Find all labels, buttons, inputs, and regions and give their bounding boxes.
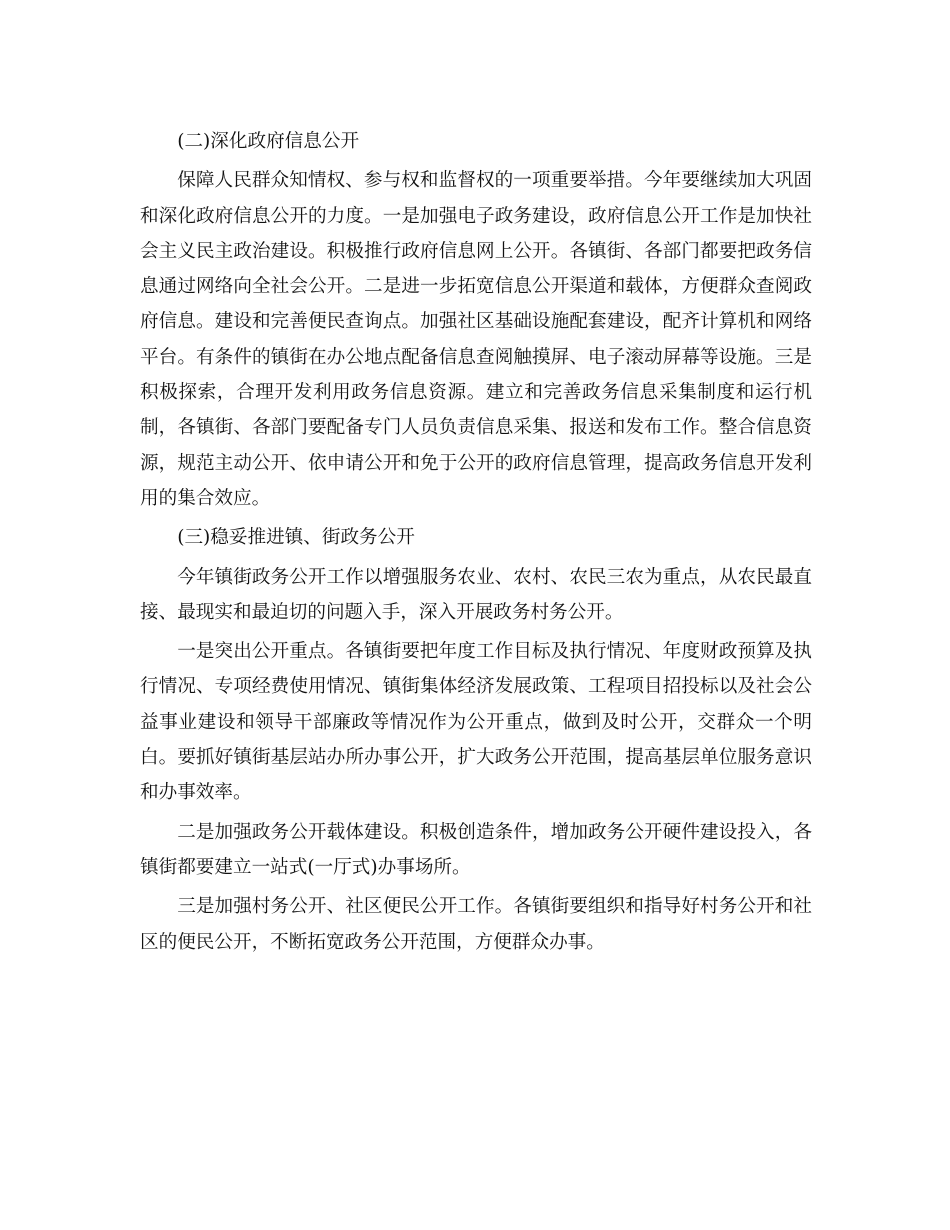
document-page	[140, 124, 812, 964]
paragraph-point-one: 一是突出公开重点。各镇街要把年度工作目标及执行情况、年度财政预算及执行情况、专项经费使用情况、镇街集体经济发展政策、工程项目招投标以及社会公益事业建设和领导干部廉政等情况作为公开重点，做到及时公开，交群众一个明白。要抓好镇街基层站办所办事公开，扩大政务公开范围，提高基层单位服务意识和办事效率。	[140, 641, 812, 804]
paragraph-info-disclosure: 保障人民群众知情权、参与权和监督权的一项重要举措。今年要继续加大巩固和深化政府信息公开的力度。一是加强电子政务建设，政府信息公开工作是加快社会主义民主政治建设。积极推行政府信息网上公开。各镇街、各部门都要把政务信息通过网络向全社会公开。二是进一步拓宽信息公开渠道和载体，方便群众查阅政府信息。建设和完善便民查询点。加强社区基础设施配套建设，配齐计算机和网络平台。有条件的镇街在办公地点配备信息查阅触摸屏、电子滚动屏幕等设施。三是积极探索，合理开发利用政务信息资源。建立和完善政务信息采集制度和运行机制，各镇街、各部门要配备专门人员负责信息采集、报送和发布工作。整合信息资源，规范主动公开、依申请公开和免于公开的政府信息管理，提高政务信息开发利用的集合效应。	[140, 170, 812, 509]
section-heading-3: (三)稳妥推进镇、街政务公开	[177, 527, 415, 549]
section-heading-2: (二)深化政府信息公开	[177, 131, 360, 152]
paragraph-point-two: 二是加强政务公开载体建设。积极创造条件，增加政务公开硬件建设投入，各镇街都要建立一站式(一厅式)办事场所。	[140, 821, 812, 878]
paragraph-point-three: 三是加强村务公开、社区便民公开工作。各镇街要组织和指导好村务公开和社区的便民公开，不断拓宽政务公开范围，方便群众办事。	[140, 896, 812, 953]
paragraph-town-affairs-intro: 今年镇街政务公开工作以增强服务农业、农村、农民三农为重点，从农民最直接、最现实和最迫切的问题入手，深入开展政务村务公开。	[140, 566, 812, 623]
